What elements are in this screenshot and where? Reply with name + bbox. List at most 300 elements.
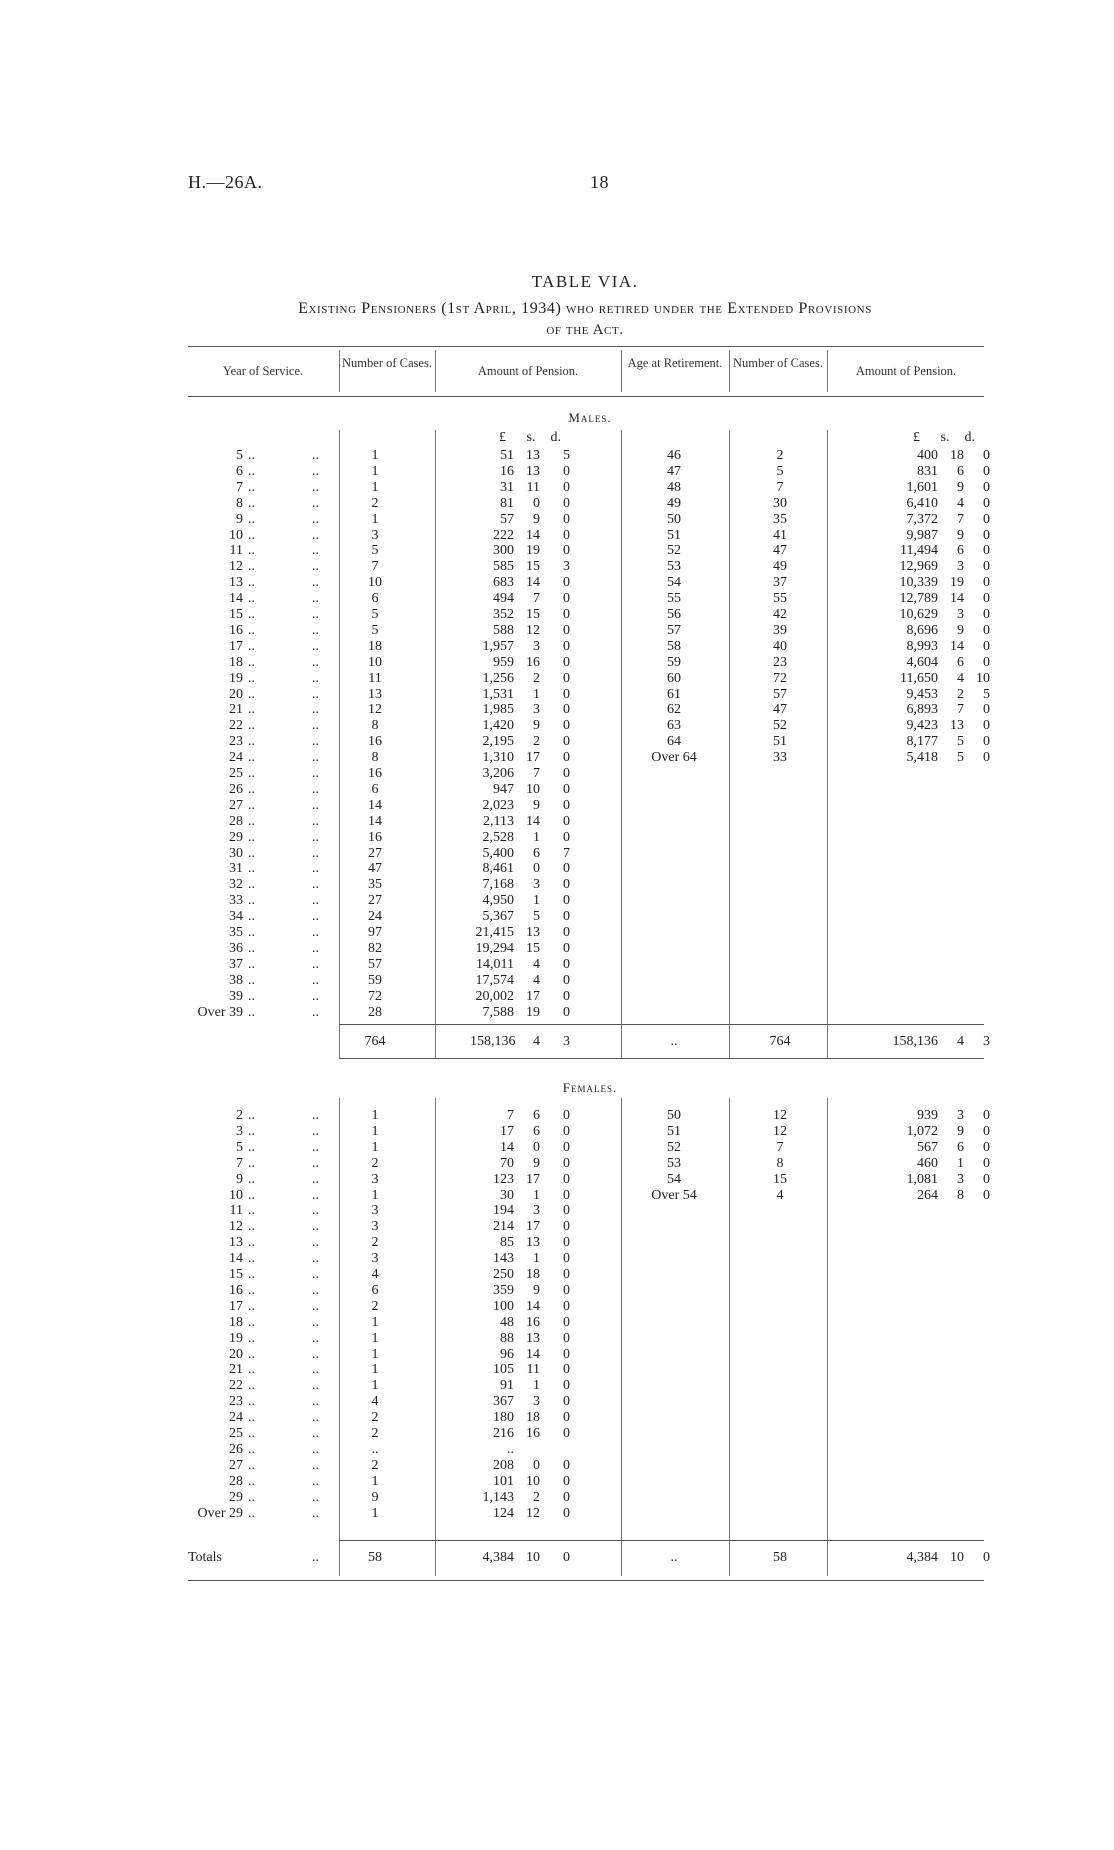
number-of-cases: 7 (776, 1139, 784, 1155)
leader-dots: .. (248, 1004, 255, 1020)
leader-dots: .. (248, 1473, 255, 1489)
year-of-service: 8 (236, 495, 243, 511)
number-of-cases: 4 (371, 1267, 379, 1282)
pension-pence: 0 (563, 607, 570, 622)
leader-dots: .. (312, 575, 319, 591)
leader-dots: .. (248, 654, 255, 670)
leader-dots: .. (312, 877, 319, 893)
pension-pence: 0 (563, 972, 570, 988)
leader-dots: .. (248, 1314, 255, 1330)
pension-pounds: 7,372 (906, 511, 938, 527)
number-of-cases: 6 (371, 781, 379, 797)
number-of-cases: 1 (371, 479, 379, 495)
pension-pence: 0 (563, 1155, 570, 1171)
number-of-cases: 7 (776, 479, 784, 495)
pension-pence: 0 (563, 940, 570, 956)
pension-shillings: 19 (950, 575, 964, 591)
leader-dots: .. (312, 750, 319, 766)
year-of-service: 34 (229, 909, 243, 925)
pension-shillings: 6 (957, 654, 964, 670)
header-divider (621, 350, 622, 392)
leader-dots: .. (248, 670, 255, 686)
pension-shillings: 15 (526, 559, 540, 575)
number-of-cases: 35 (773, 511, 787, 527)
pension-pounds: 567 (917, 1139, 938, 1155)
year-of-service: 2 (236, 1108, 243, 1123)
leader-dots: .. (312, 495, 319, 511)
females-total-top-rule (339, 1540, 984, 1541)
pension-pounds: 250 (493, 1267, 514, 1282)
number-of-cases: 23 (773, 654, 787, 670)
pension-shillings: 7 (957, 702, 964, 718)
pension-shillings: 18 (526, 1267, 540, 1282)
number-of-cases: 1 (371, 463, 379, 479)
pension-shillings: 11 (526, 479, 540, 495)
leader-dots: .. (248, 479, 255, 495)
pension-pence: 0 (563, 734, 570, 750)
leader-dots: .. (248, 1457, 255, 1473)
number-of-cases: 1 (371, 511, 379, 527)
leader-dots: .. (248, 1441, 255, 1457)
pension-pounds: 1,601 (906, 479, 938, 495)
pension-pounds: 17,574 (475, 972, 514, 988)
females-divider (339, 1098, 340, 1576)
year-of-service: 23 (229, 1394, 243, 1410)
leader-dots: .. (312, 861, 319, 877)
pension-pounds: 143 (493, 1251, 514, 1267)
number-of-cases: 14 (368, 813, 382, 829)
year-of-service: 21 (229, 702, 243, 718)
pension-pence: 0 (563, 1219, 570, 1235)
number-of-cases: 5 (776, 463, 784, 479)
table-title: TABLE VIA. (531, 272, 639, 291)
pension-pence: 0 (983, 718, 990, 734)
year-of-service: Over 39 (197, 1004, 243, 1020)
age-at-retirement: 52 (667, 543, 681, 559)
number-of-cases: 1 (371, 1314, 379, 1330)
pension-shillings: 9 (533, 511, 540, 527)
pension-pounds: 216 (493, 1426, 514, 1441)
pension-shillings: 1 (533, 829, 540, 845)
pension-shillings: 3 (957, 559, 964, 575)
pension-pounds: 214 (493, 1219, 514, 1235)
pension-pence: 7 (563, 845, 570, 861)
males-divider (729, 430, 730, 1058)
number-of-cases: 9 (371, 1489, 379, 1505)
pension-pounds: 1,985 (482, 702, 514, 718)
age-at-retirement: 49 (667, 495, 681, 511)
pension-pounds: 2,023 (482, 797, 514, 813)
number-of-cases: 12 (773, 1123, 787, 1139)
pension-shillings: 2 (533, 734, 540, 750)
number-of-cases: 47 (773, 702, 787, 718)
pension-shillings: 14 (526, 527, 540, 543)
pension-pounds: 494 (493, 591, 514, 607)
col-amount-of-pension: Amount of Pension. (477, 364, 579, 378)
age-at-retirement: 57 (667, 622, 681, 638)
pension-shillings: 9 (533, 718, 540, 734)
pension-pounds: 460 (917, 1155, 938, 1171)
pension-pounds: 57 (500, 511, 514, 527)
year-of-service: 5 (236, 1139, 243, 1155)
number-of-cases: 28 (368, 1004, 382, 1020)
document-code: H.—26A. (188, 172, 263, 192)
leader-dots: .. (312, 797, 319, 813)
pension-pounds: 51 (500, 448, 514, 463)
leader-dots: .. (248, 829, 255, 845)
pension-shillings: 10 (526, 1473, 540, 1489)
number-of-cases: 12 (368, 702, 382, 718)
year-of-service: 25 (229, 766, 243, 781)
col-year-of-service: Year of Service. (222, 364, 304, 378)
pension-pence: 0 (563, 1394, 570, 1410)
pension-shillings: 3 (533, 702, 540, 718)
col-amount-of-pension-2: Amount of Pension. (855, 364, 957, 378)
year-of-service: 12 (229, 1219, 243, 1235)
year-of-service: 6 (236, 463, 243, 479)
pension-shillings: 1 (533, 1378, 540, 1394)
col-number-of-cases-2: Number of Cases. (733, 356, 823, 370)
leader-dots: .. (248, 1426, 255, 1441)
pension-pounds: 85 (500, 1235, 514, 1251)
pension-pounds: 359 (493, 1282, 514, 1298)
leader-dots: .. (248, 575, 255, 591)
pension-pounds: 48 (500, 1314, 514, 1330)
year-of-service: 27 (229, 1457, 243, 1473)
pension-shillings: 16 (526, 1314, 540, 1330)
pension-shillings: 1 (533, 1251, 540, 1267)
pension-pounds: 7,588 (482, 1004, 514, 1020)
pension-shillings: 18 (950, 448, 964, 463)
females-total-pounds-2: 4,384 (906, 1550, 938, 1565)
pension-shillings: 9 (957, 479, 964, 495)
leader-dots: .. (248, 1187, 255, 1203)
pension-pence: 0 (983, 1123, 990, 1139)
pension-pounds: 6,410 (906, 495, 938, 511)
pension-shillings: 2 (533, 1489, 540, 1505)
leader-dots: .. (312, 1426, 319, 1441)
age-at-retirement: 53 (667, 1155, 681, 1171)
age-at-retirement: 56 (667, 607, 681, 622)
pension-pence: 0 (983, 591, 990, 607)
females-total-pence-2: 0 (983, 1550, 990, 1565)
pension-shillings: 10 (526, 781, 540, 797)
pension-shillings: 17 (526, 750, 540, 766)
leader-dots: .. (312, 1139, 319, 1155)
header-top-rule (188, 346, 984, 347)
pension-pounds: 91 (500, 1378, 514, 1394)
number-of-cases: 7 (371, 559, 379, 575)
males-total-cases-2: 764 (769, 1034, 791, 1049)
leader-dots: .. (248, 1394, 255, 1410)
year-of-service: 30 (229, 845, 243, 861)
number-of-cases: 11 (368, 670, 382, 686)
pension-pence: 0 (563, 575, 570, 591)
pension-pence: 0 (563, 1004, 570, 1020)
pension-shillings: 13 (526, 925, 540, 940)
leader-dots: .. (312, 1505, 319, 1521)
age-at-retirement: 63 (667, 718, 681, 734)
females-section-label: Females. (562, 1080, 618, 1095)
pension-shillings: 14 (526, 575, 540, 591)
header-divider (435, 350, 436, 392)
pension-shillings: 6 (533, 845, 540, 861)
males-total-pence-2: 3 (983, 1034, 990, 1049)
pension-pence: 0 (563, 702, 570, 718)
pension-pence: 0 (563, 1108, 570, 1123)
pension-pounds: 9,453 (906, 686, 938, 702)
pension-pounds: 1,256 (482, 670, 514, 686)
pension-shillings: 9 (957, 622, 964, 638)
leader-dots: .. (312, 670, 319, 686)
pension-pounds: 264 (917, 1187, 938, 1203)
pension-pence: 0 (983, 1139, 990, 1155)
pension-shillings: 12 (526, 622, 540, 638)
leader-dots: .. (248, 559, 255, 575)
pension-pounds: 4,950 (482, 893, 514, 909)
pension-shillings: 12 (526, 1505, 540, 1521)
pension-shillings: 0 (533, 1457, 540, 1473)
pension-pence: 0 (983, 734, 990, 750)
number-of-cases: 33 (773, 750, 787, 766)
number-of-cases: 1 (371, 1330, 379, 1346)
leader-dots: .. (248, 734, 255, 750)
pension-shillings: 6 (957, 1139, 964, 1155)
year-of-service: 9 (236, 511, 243, 527)
pension-pounds: 8,177 (906, 734, 938, 750)
leader-dots: .. (248, 750, 255, 766)
leader-dots: .. (248, 718, 255, 734)
leader-dots: .. (248, 543, 255, 559)
leader-dots: .. (248, 591, 255, 607)
pension-pounds: 367 (493, 1394, 514, 1410)
pension-pence: 0 (983, 479, 990, 495)
leader-dots: .. (248, 861, 255, 877)
pension-shillings: 6 (533, 1123, 540, 1139)
year-of-service: 11 (229, 543, 243, 559)
leader-dots: .. (248, 527, 255, 543)
pension-pounds: 81 (500, 495, 514, 511)
females-divider (435, 1098, 436, 1576)
leader-dots: .. (312, 1155, 319, 1171)
number-of-cases: 10 (368, 575, 382, 591)
pension-pence: 0 (563, 1505, 570, 1521)
males-total-top-rule (339, 1024, 984, 1025)
number-of-cases: 1 (371, 1187, 379, 1203)
pension-shillings: 9 (533, 1282, 540, 1298)
year-of-service: 10 (229, 527, 243, 543)
pension-shillings: 16 (526, 654, 540, 670)
pension-shillings: 17 (526, 988, 540, 1004)
pension-pence: 0 (983, 702, 990, 718)
pension-pounds: 96 (500, 1346, 514, 1362)
males-total-pence: 3 (563, 1034, 570, 1049)
pension-pence: 0 (563, 1314, 570, 1330)
pension-pounds: 2,113 (483, 813, 514, 829)
pension-pence: 0 (563, 543, 570, 559)
number-of-cases: 1 (371, 1108, 379, 1123)
pension-shillings: 0 (533, 495, 540, 511)
pension-pence: 0 (563, 1203, 570, 1219)
leader-dots: .. (312, 893, 319, 909)
pension-pence: 0 (563, 988, 570, 1004)
females-total-cases-2: 58 (773, 1550, 787, 1565)
leader-dots: .. (248, 686, 255, 702)
pension-pence: 0 (563, 495, 570, 511)
leader-dots: .. (248, 1330, 255, 1346)
year-of-service: 13 (229, 575, 243, 591)
pension-pence: 0 (563, 750, 570, 766)
table-bottom-rule (188, 1580, 984, 1581)
pension-pounds: 7,168 (482, 877, 514, 893)
leader-dots: .. (248, 1362, 255, 1378)
pension-shillings: 18 (526, 1410, 540, 1426)
pension-pounds: 2,528 (482, 829, 514, 845)
pension-pence: 0 (983, 463, 990, 479)
leader-dots: .. (312, 448, 319, 463)
number-of-cases: 82 (368, 940, 382, 956)
pension-pounds: 683 (493, 575, 514, 591)
table-subtitle-line1: Existing Pensioners (1st April, 1934) who retired under the Extended Provisions (298, 300, 872, 317)
number-of-cases: 1 (371, 448, 379, 463)
pension-pounds: 5,418 (906, 750, 938, 766)
year-of-service: 25 (229, 1426, 243, 1441)
year-of-service: 14 (229, 1251, 243, 1267)
year-of-service: 18 (229, 1314, 243, 1330)
number-of-cases: 3 (371, 1171, 379, 1187)
leader-dots: .. (248, 893, 255, 909)
leader-dots: .. (248, 797, 255, 813)
number-of-cases: 16 (368, 766, 382, 781)
age-at-retirement: 54 (667, 1171, 681, 1187)
year-of-service: 23 (229, 734, 243, 750)
leader-dots: .. (248, 1235, 255, 1251)
pension-shillings: 4 (957, 670, 964, 686)
leader-dots: .. (312, 463, 319, 479)
pension-pence: 0 (983, 638, 990, 654)
pension-shillings: 3 (533, 1203, 540, 1219)
pension-shillings: 8 (957, 1187, 964, 1203)
number-of-cases: 18 (368, 638, 382, 654)
pension-pounds: 11,494 (900, 543, 938, 559)
pension-pounds: 3,206 (482, 766, 514, 781)
pension-pounds: 939 (917, 1108, 938, 1123)
males-total-bottom-rule (339, 1058, 984, 1059)
number-of-cases: .. (371, 1441, 379, 1457)
pension-pence: 0 (983, 622, 990, 638)
currency-header-right: £ s. d. (913, 430, 975, 445)
pension-pounds: 14 (500, 1139, 514, 1155)
pension-pence: 0 (563, 1171, 570, 1187)
pension-pence: 5 (983, 686, 990, 702)
leader-dots: .. (312, 972, 319, 988)
leader-dots: .. (312, 1108, 319, 1123)
females-divider (621, 1098, 622, 1576)
leader-dots: .. (312, 1441, 319, 1457)
age-at-retirement: 58 (667, 638, 681, 654)
leader-dots: .. (248, 1155, 255, 1171)
leader-dots: .. (312, 1298, 319, 1314)
year-of-service: 7 (236, 1155, 243, 1171)
pension-pounds: 2,195 (482, 734, 514, 750)
age-at-retirement: 51 (667, 527, 681, 543)
pension-shillings: 5 (957, 750, 964, 766)
leader-dots: .. (248, 1251, 255, 1267)
leader-dots: .. (248, 511, 255, 527)
year-of-service: 15 (229, 607, 243, 622)
number-of-cases: 72 (368, 988, 382, 1004)
totals-label: Totals (187, 1550, 222, 1565)
pension-pence: 0 (563, 781, 570, 797)
leader-dots: .. (248, 940, 255, 956)
males-divider (435, 430, 436, 1058)
age-at-retirement: 50 (667, 1108, 681, 1123)
pension-shillings: 1 (533, 686, 540, 702)
year-of-service: 16 (229, 1282, 243, 1298)
age-at-retirement: 46 (667, 448, 681, 463)
number-of-cases: 42 (773, 607, 787, 622)
pension-pounds: 21,415 (475, 925, 514, 940)
pension-shillings: 1 (957, 1155, 964, 1171)
number-of-cases: 16 (368, 829, 382, 845)
pension-shillings: 2 (533, 670, 540, 686)
pension-pounds: 5,367 (482, 909, 514, 925)
pension-shillings: 6 (533, 1108, 540, 1123)
age-at-retirement: Over 64 (651, 750, 697, 766)
pension-pounds: .. (507, 1441, 514, 1457)
pension-shillings: 13 (950, 718, 964, 734)
age-at-retirement: 59 (667, 654, 681, 670)
pension-shillings: 15 (526, 940, 540, 956)
year-of-service: 28 (229, 1473, 243, 1489)
year-of-service: 24 (229, 1410, 243, 1426)
pension-pence: 0 (563, 1346, 570, 1362)
pension-pence: 0 (983, 654, 990, 670)
pension-shillings: 4 (533, 956, 540, 972)
pension-pence: 0 (563, 829, 570, 845)
leader-dots: .. (312, 829, 319, 845)
pension-pence: 0 (563, 1123, 570, 1139)
number-of-cases: 49 (773, 559, 787, 575)
pension-pounds: 105 (493, 1362, 514, 1378)
leader-dots: .. (248, 1219, 255, 1235)
number-of-cases: 8 (371, 718, 379, 734)
leader-dots: .. (312, 638, 319, 654)
pension-pounds: 101 (493, 1473, 514, 1489)
pension-pounds: 17 (500, 1123, 514, 1139)
year-of-service: 38 (229, 972, 243, 988)
pension-shillings: 14 (950, 591, 964, 607)
pension-shillings: 1 (533, 893, 540, 909)
pension-shillings: 13 (526, 463, 540, 479)
leader-dots: .. (312, 1171, 319, 1187)
males-total-cases: 764 (364, 1034, 386, 1049)
females-total-pounds: 4,384 (482, 1550, 514, 1565)
number-of-cases: 59 (368, 972, 382, 988)
leader-dots: .. (248, 1378, 255, 1394)
leader-dots: .. (312, 686, 319, 702)
number-of-cases: 2 (371, 1410, 379, 1426)
year-of-service: 15 (229, 1267, 243, 1282)
pension-pence: 0 (563, 1251, 570, 1267)
leader-dots: .. (312, 845, 319, 861)
pension-pounds: 222 (493, 527, 514, 543)
pension-pounds: 123 (493, 1171, 514, 1187)
number-of-cases: 16 (368, 734, 382, 750)
pension-shillings: 0 (533, 1139, 540, 1155)
males-section-label: Males. (568, 410, 612, 425)
year-of-service: 39 (229, 988, 243, 1004)
